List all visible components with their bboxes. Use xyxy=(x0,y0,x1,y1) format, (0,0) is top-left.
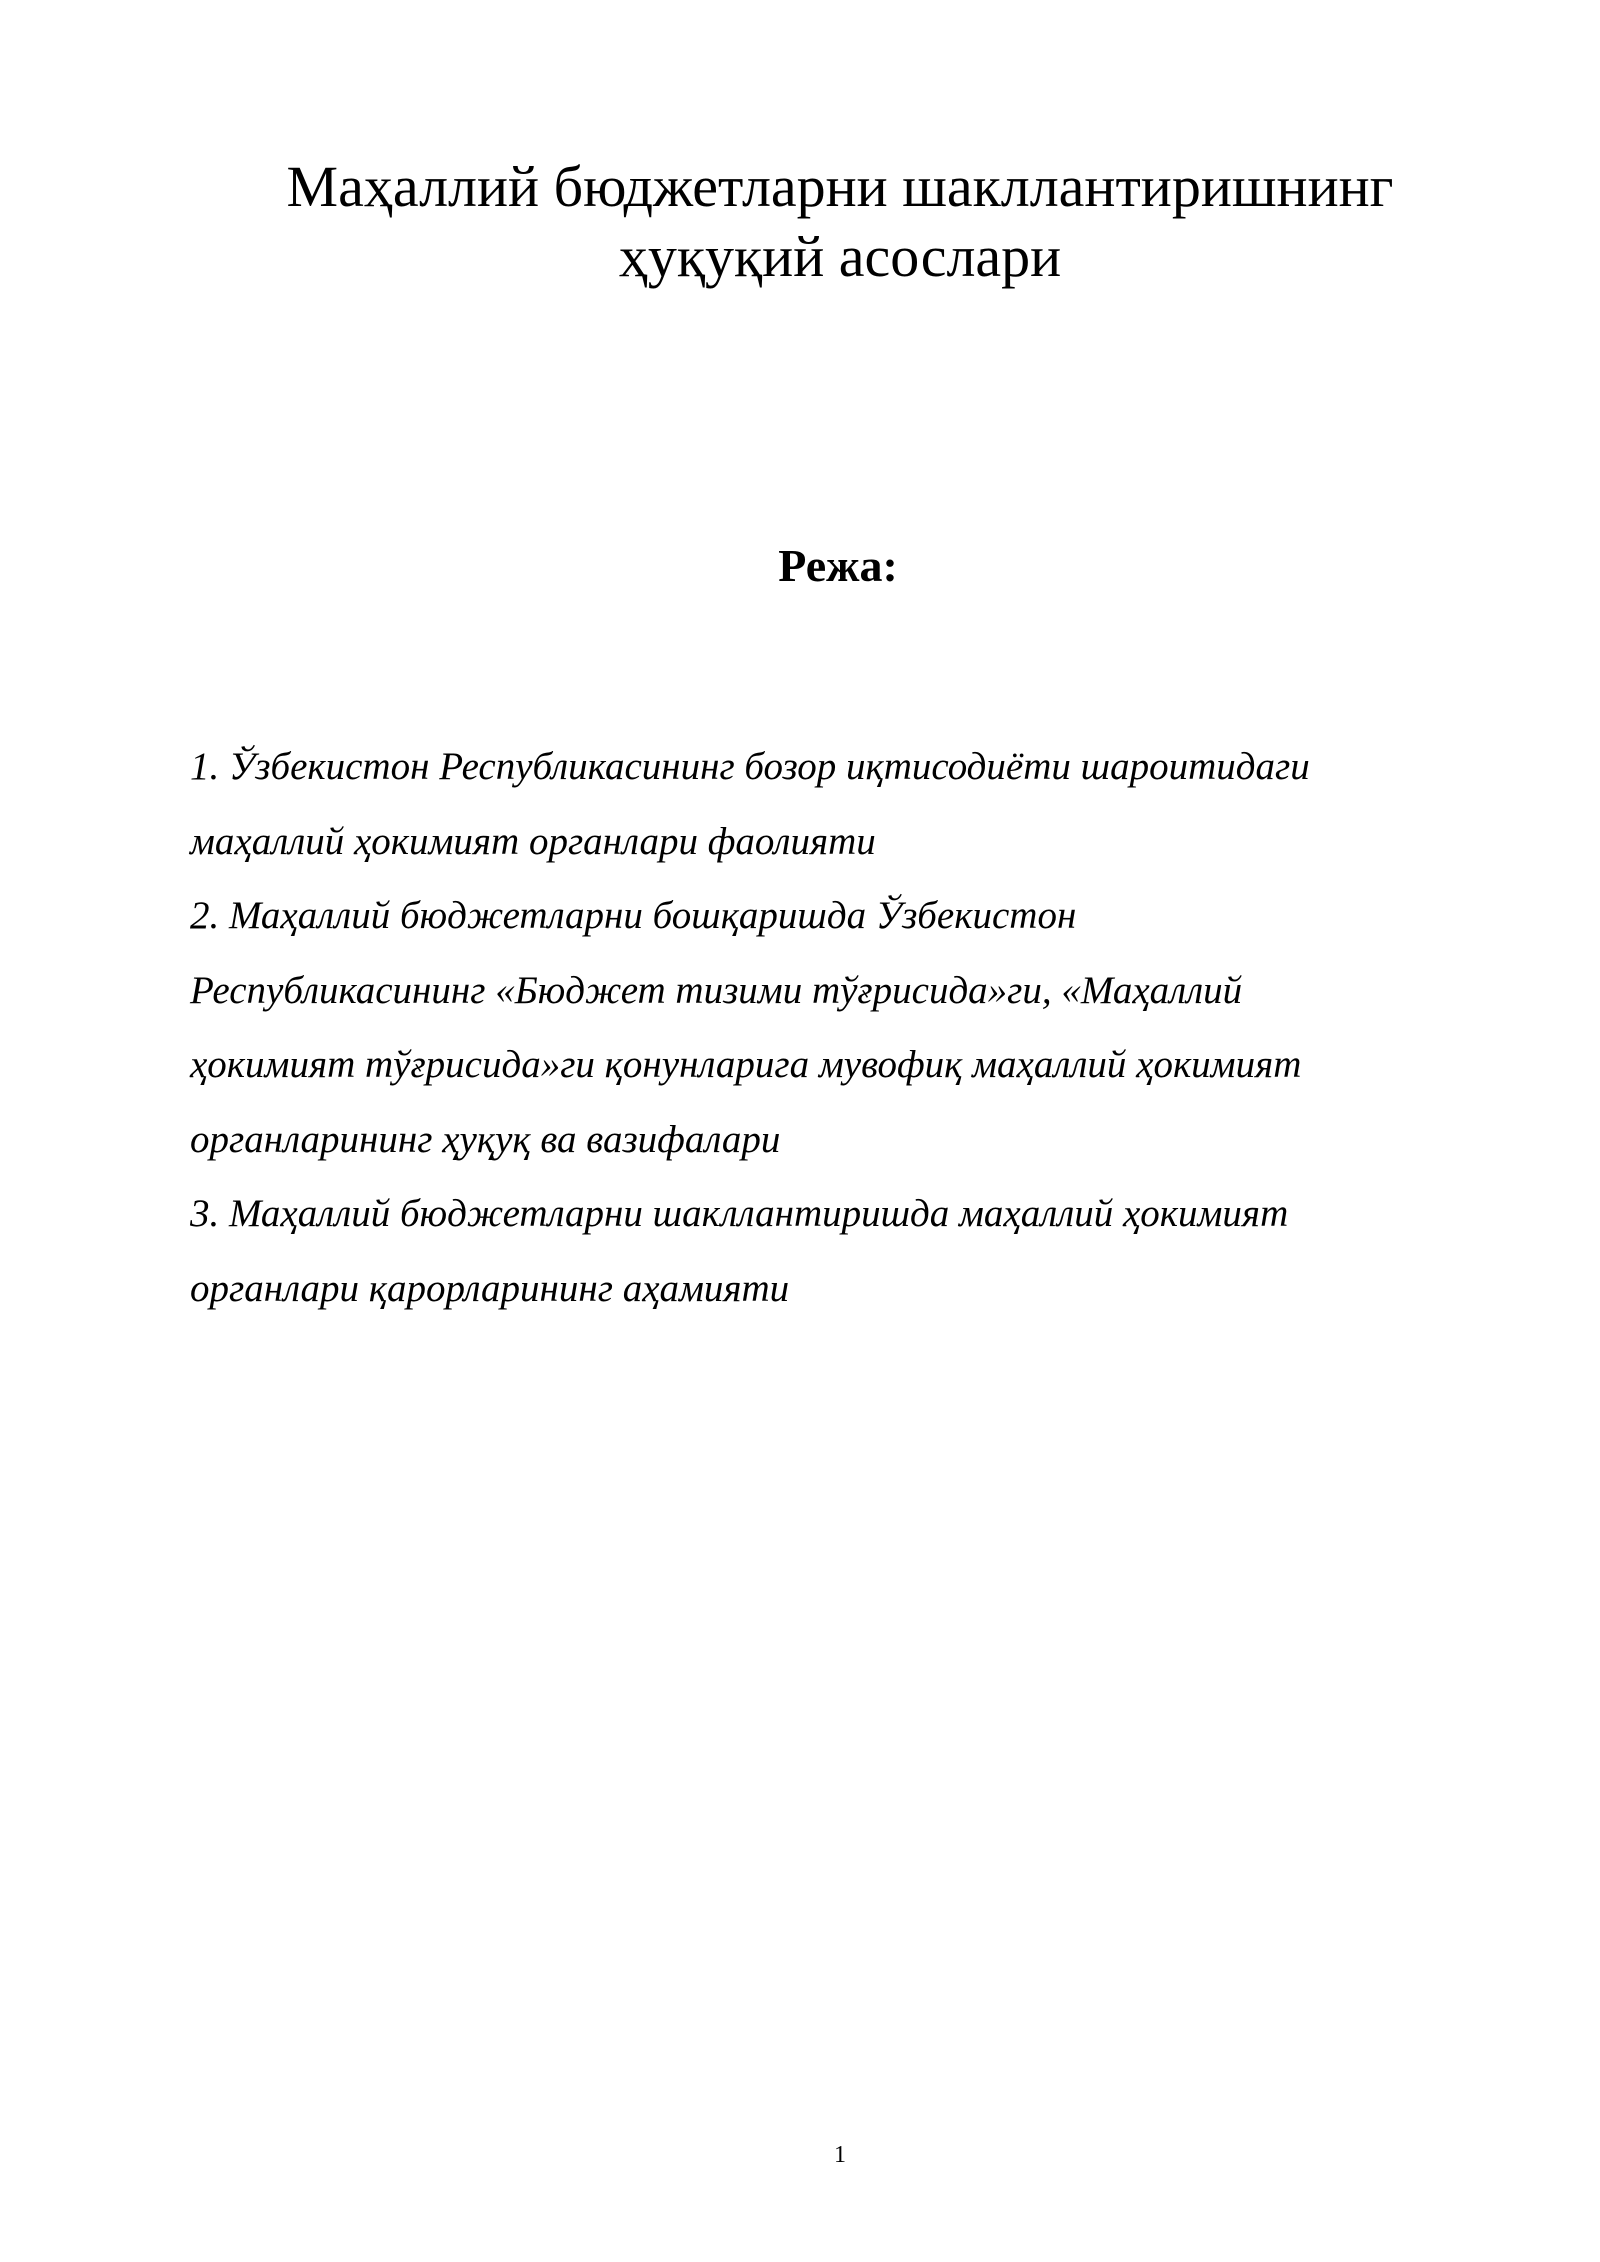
plan-item-2-line-1: 2. Маҳаллий бюджетларни бошқаришда Ўзбекистон xyxy=(190,894,1077,937)
title-line-2: ҳуқуқий асослари xyxy=(618,224,1062,289)
title-line-1: Маҳаллий бюджетларни шакллантиришнинг xyxy=(286,154,1394,219)
plan-item-2-line-4: органларининг ҳуқуқ ва вазифалари xyxy=(190,1117,781,1161)
plan-item-2-line-3: ҳокимият тўғрисида»ги қонунларига мувофиқ маҳаллий ҳокимият xyxy=(190,1043,1302,1086)
plan-item-2-line-2: Республикасининг «Бюджет тизими тўғрисида»ги, «Маҳаллий xyxy=(190,968,1243,1012)
plan-heading: Режа: xyxy=(778,540,898,591)
document-title xyxy=(240,152,1440,292)
plan-item-3-line-1: 3. Маҳаллий бюджетларни шакллантиришда маҳаллий ҳокимият xyxy=(190,1192,1289,1235)
page-number: 1 xyxy=(834,2142,846,2168)
plan-item-1-line-1: 1. Ўзбекистон Республикасининг бозор иқтисодиёти шароитидаги xyxy=(190,745,1310,788)
plan-list xyxy=(190,730,1450,1326)
plan-item-1-line-2: маҳаллий ҳокимият органлари фаолияти xyxy=(190,819,876,863)
plan-item-3-line-2: органлари қарорларининг аҳамияти xyxy=(190,1266,790,1310)
